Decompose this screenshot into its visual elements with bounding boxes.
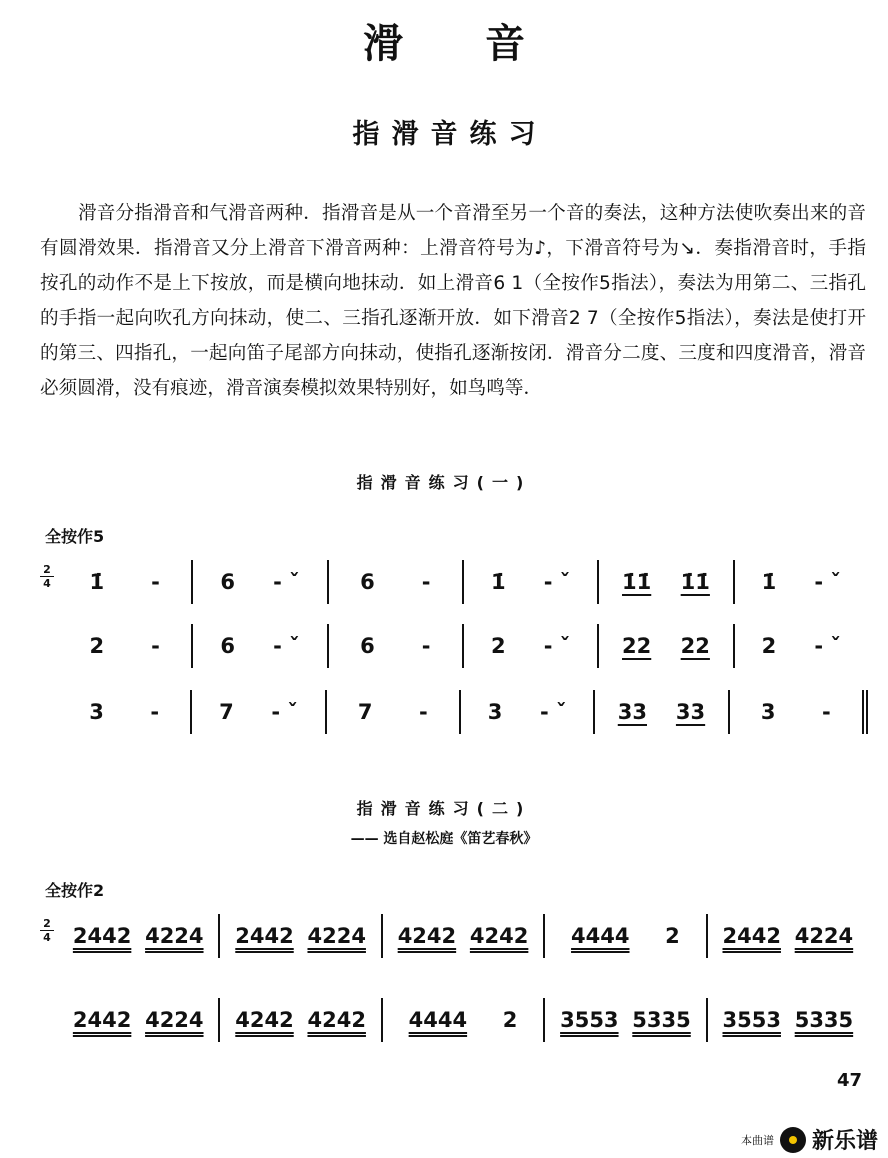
time-signature-bottom: 4 bbox=[43, 931, 51, 944]
exercise1-title: 指滑音练习(一) bbox=[356, 473, 532, 492]
note-group: - ˇ bbox=[273, 634, 300, 658]
measure bbox=[193, 560, 328, 604]
staff-row bbox=[40, 994, 868, 1046]
exercise1-key: 全按作5 bbox=[45, 527, 105, 546]
note-group: - bbox=[151, 570, 160, 594]
measures bbox=[58, 910, 868, 962]
note-group: 22 bbox=[680, 634, 710, 658]
note-group: - bbox=[150, 700, 160, 724]
note-group: 7 bbox=[219, 700, 234, 724]
watermark-prefix: 本曲谱 bbox=[740, 1133, 774, 1147]
note-group: 2 bbox=[761, 634, 777, 658]
note-group: 5335 bbox=[632, 1008, 691, 1032]
measure bbox=[329, 624, 464, 668]
note-group: 1̇ bbox=[761, 570, 777, 594]
note-group: 4242 bbox=[397, 924, 457, 948]
note-group: 2442 bbox=[235, 924, 294, 948]
exercise2-key: 全按作2 bbox=[45, 881, 105, 900]
watermark bbox=[741, 1124, 878, 1155]
note-group: 4224 bbox=[307, 924, 366, 948]
measure bbox=[58, 998, 220, 1042]
note-group: - bbox=[821, 700, 831, 724]
time-signature bbox=[40, 564, 54, 589]
note-group: 33 bbox=[675, 700, 706, 724]
note-group: 6 bbox=[360, 570, 375, 594]
note-group: 1̇1̇ bbox=[680, 570, 710, 594]
note-group: - bbox=[421, 634, 431, 658]
note-group: 3 bbox=[487, 700, 503, 724]
note-group: 2 bbox=[89, 634, 105, 658]
note-group: - ˇ bbox=[814, 570, 841, 594]
note-group: - bbox=[421, 570, 431, 594]
note-group: 1̇1̇ bbox=[622, 570, 652, 594]
note-group: 3 bbox=[89, 700, 104, 724]
note-group: 6 bbox=[220, 570, 235, 594]
note-group: 2442 bbox=[72, 924, 132, 948]
note-group: - ˇ bbox=[273, 570, 300, 594]
measures bbox=[58, 556, 868, 608]
measure bbox=[735, 624, 868, 668]
exercise2-title: 指滑音练习(二) bbox=[356, 799, 532, 818]
note-group: 6 bbox=[220, 634, 235, 658]
measure bbox=[329, 560, 464, 604]
note-group: 3553 bbox=[722, 1008, 781, 1032]
note-group: 33 bbox=[617, 700, 647, 724]
staff-row bbox=[40, 556, 868, 608]
note-group: 22 bbox=[622, 634, 652, 658]
exercise2-source: —— 选自赵松庭《笛艺春秋》 bbox=[350, 831, 538, 847]
note-group: 5335 bbox=[794, 1008, 854, 1032]
page-title: 滑 音 bbox=[363, 21, 559, 67]
note-group: 1̇ bbox=[89, 570, 105, 594]
measure bbox=[545, 998, 707, 1042]
measure bbox=[464, 624, 599, 668]
measure bbox=[58, 914, 220, 958]
measure bbox=[383, 914, 545, 958]
intro-text: 滑音分指滑音和气滑音两种．指滑音是从一个音滑至另一个音的奏法，这种方法使吹奏出来的音有圆滑效果．指滑音又分上滑音下滑音两种：上滑音符号为♪，下滑音符号为↘．奏指滑音时，手指按孔的动作不是上下按放，而是横向地抹动．如上滑音6 1（全按作5指法），奏法为用第二、三指孔的手指一起向吹孔方向抹动，使二、三指孔逐渐开放．如下滑音2 7（全按作5指法），奏法是使打开的第三、四指孔，一起向笛子尾部方向抹动，使指孔逐渐按闭．滑音分二度、三度和四度滑音，滑音必须圆滑，没有痕迹，滑音演奏模拟效果特别好，如鸟鸣等． bbox=[40, 203, 866, 399]
staff-row bbox=[40, 686, 868, 738]
measure bbox=[599, 560, 734, 604]
measure bbox=[327, 690, 461, 734]
measure bbox=[545, 914, 707, 958]
note-group: 2 bbox=[665, 924, 680, 948]
note-group: 2442 bbox=[72, 1008, 132, 1032]
note-group: 2442 bbox=[722, 924, 781, 948]
staff-row bbox=[40, 910, 868, 962]
note-group: - ˇ bbox=[543, 634, 571, 658]
measures bbox=[58, 620, 868, 672]
note-group: - bbox=[151, 634, 160, 658]
time-signature bbox=[40, 918, 54, 943]
note-group: 4444 bbox=[571, 924, 630, 948]
measure bbox=[708, 914, 868, 958]
note-group: 6 bbox=[360, 634, 375, 658]
measure bbox=[58, 690, 192, 734]
note-group: 4242 bbox=[235, 1008, 294, 1032]
vinyl-disc-icon bbox=[780, 1127, 806, 1153]
measures bbox=[58, 686, 868, 738]
measure bbox=[708, 998, 868, 1042]
intro-paragraph bbox=[40, 196, 866, 406]
note-group: 3553 bbox=[560, 1008, 619, 1032]
note-group: 3 bbox=[760, 700, 776, 724]
note-group: 2 bbox=[491, 634, 506, 658]
measure bbox=[599, 624, 734, 668]
note-group: - ˇ bbox=[539, 700, 567, 724]
measure bbox=[192, 690, 326, 734]
measure bbox=[595, 690, 729, 734]
measure bbox=[193, 624, 328, 668]
note-group: - ˇ bbox=[543, 570, 571, 594]
note-group: 7 bbox=[357, 700, 373, 724]
note-group: - ˇ bbox=[271, 700, 298, 724]
time-signature-bottom: 4 bbox=[43, 577, 51, 590]
staff-row bbox=[40, 620, 868, 672]
measure bbox=[383, 998, 545, 1042]
note-group: 4224 bbox=[145, 924, 204, 948]
note-group: 4444 bbox=[408, 1008, 468, 1032]
note-group: 4224 bbox=[794, 924, 854, 948]
measure bbox=[464, 560, 599, 604]
measure bbox=[220, 998, 382, 1042]
measure bbox=[730, 690, 868, 734]
note-group: 4242 bbox=[469, 924, 529, 948]
measure bbox=[58, 624, 193, 668]
note-group: 1̇ bbox=[491, 570, 506, 594]
note-group: - ˇ bbox=[814, 634, 841, 658]
note-group: 4242 bbox=[307, 1008, 366, 1032]
measure bbox=[58, 560, 193, 604]
measures bbox=[58, 994, 868, 1046]
measure bbox=[461, 690, 595, 734]
page-subtitle: 指滑音练习 bbox=[352, 119, 548, 150]
measure bbox=[220, 914, 382, 958]
time-signature-top: 2 bbox=[43, 563, 51, 576]
note-group: 2 bbox=[502, 1008, 518, 1032]
time-signature-top: 2 bbox=[43, 917, 51, 930]
note-group: - bbox=[419, 700, 428, 724]
page-number: 47 bbox=[836, 1070, 862, 1091]
note-group: 4224 bbox=[145, 1008, 204, 1032]
watermark-brand: 新乐谱 bbox=[811, 1129, 878, 1154]
measure bbox=[735, 560, 868, 604]
